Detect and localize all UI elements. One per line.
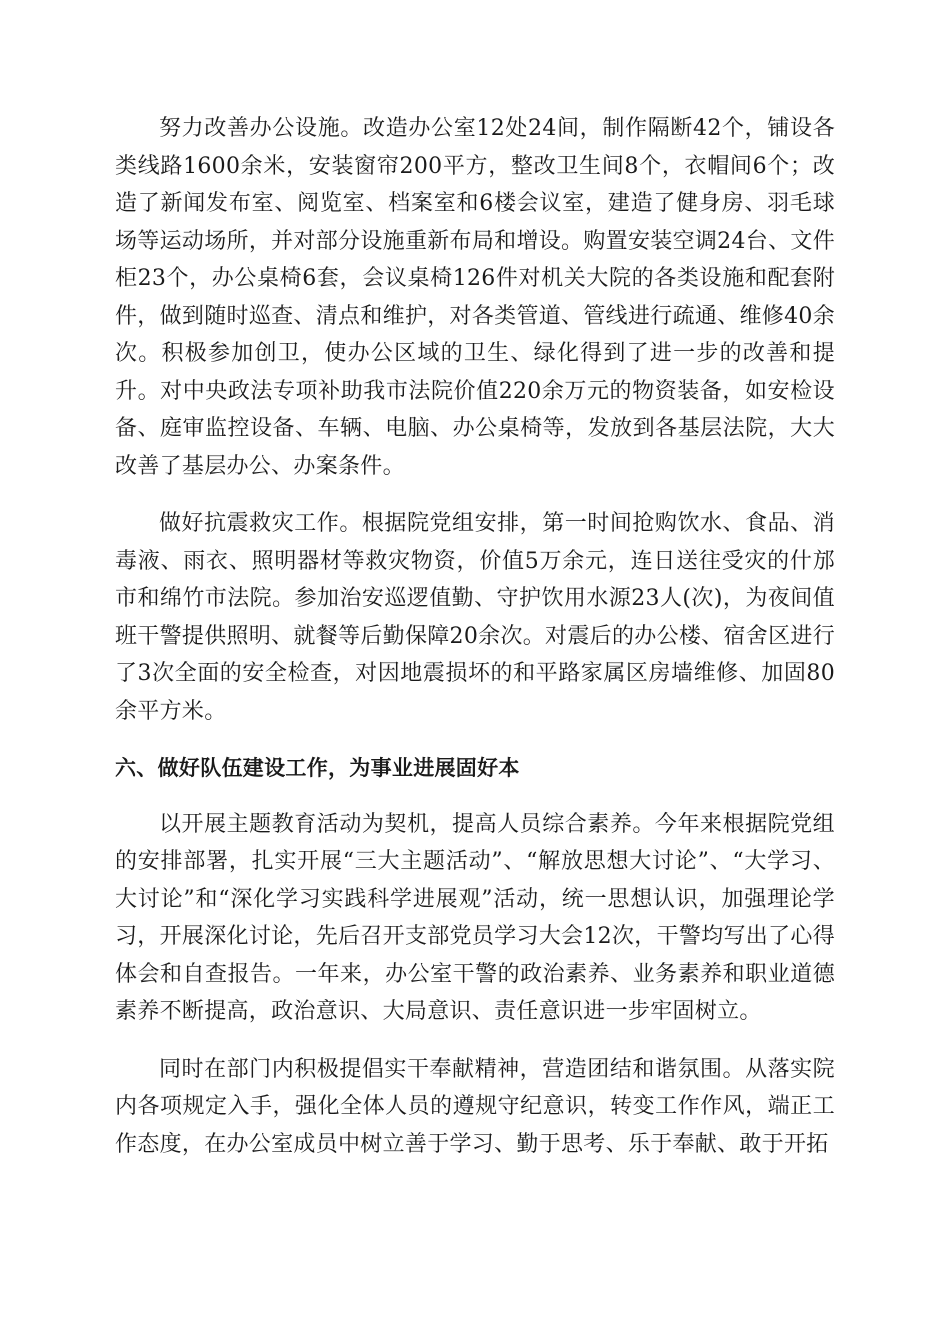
section-heading: 六、做好队伍建设工作，为事业进展固好本	[115, 756, 520, 780]
paragraph-earthquake-relief: 做好抗震救灾工作。根据院党组安排，第一时间抢购饮水、食品、消毒液、雨衣、照明器材等救灾物资，价值5万余元，连日送往受灾的什邡市和绵竹市法院。参加治安巡逻值勤、守护饮用水源23人(次)，为夜间值班干警提供照明、就餐等后勤保障20余次。对震后的办公楼、宿舍区进行了3次全面的安全检查，对因地震损坏的和平路家属区房墙维修、加固80余平方米。	[115, 511, 835, 724]
paragraph-office-facilities: 努力改善办公设施。改造办公室12处24间，制作隔断42个，铺设各类线路1600余米，安装窗帘200平方，整改卫生间8个，衣帽间6个；改造了新闻发布室、阅览室、档案室和6楼会议室，建造了健身房、羽毛球场等运动场所，并对部分设施重新布局和增设。购置安装空调24台、文件柜23个，办公桌椅6套，会议桌椅126件对机关大院的各类设施和配套附件，做到随时巡查、清点和维护，对各类管道、管线进行疏通、维修40余次。积极参加创卫，使办公区域的卫生、绿化得到了进一步的改善和提升。对中央政法专项补助我市法院价值220余万元的物资装备，如安检设备、庭审监控设备、车辆、电脑、办公桌椅等，发放到各基层法院，大大改善了基层办公、办案条件。	[115, 116, 835, 479]
paragraph-team-spirit: 同时在部门内积极提倡实干奉献精神，营造团结和谐氛围。从落实院内各项规定入手，强化全体人员的遵规守纪意识，转变工作作风，端正工作态度，在办公室成员中树立善于学习、勤于思考、乐于奉献、敢于开拓	[115, 1056, 835, 1157]
paragraph-theme-education: 以开展主题教育活动为契机，提高人员综合素养。今年来根据院党组的安排部署，扎实开展“三大主题活动”、“解放思想大讨论”、“大学习、大讨论”和“深化学习实践科学进展观”活动，统一思想认识，加强理论学习，开展深化讨论，先后召开支部党员学习大会12次，干警均写出了心得体会和自查报告。一年来，办公室干警的政治素养、业务素养和职业道德素养不断提高，政治意识、大局意识、责任意识进一步牢固树立。	[115, 811, 835, 1024]
document-body	[115, 110, 835, 1183]
